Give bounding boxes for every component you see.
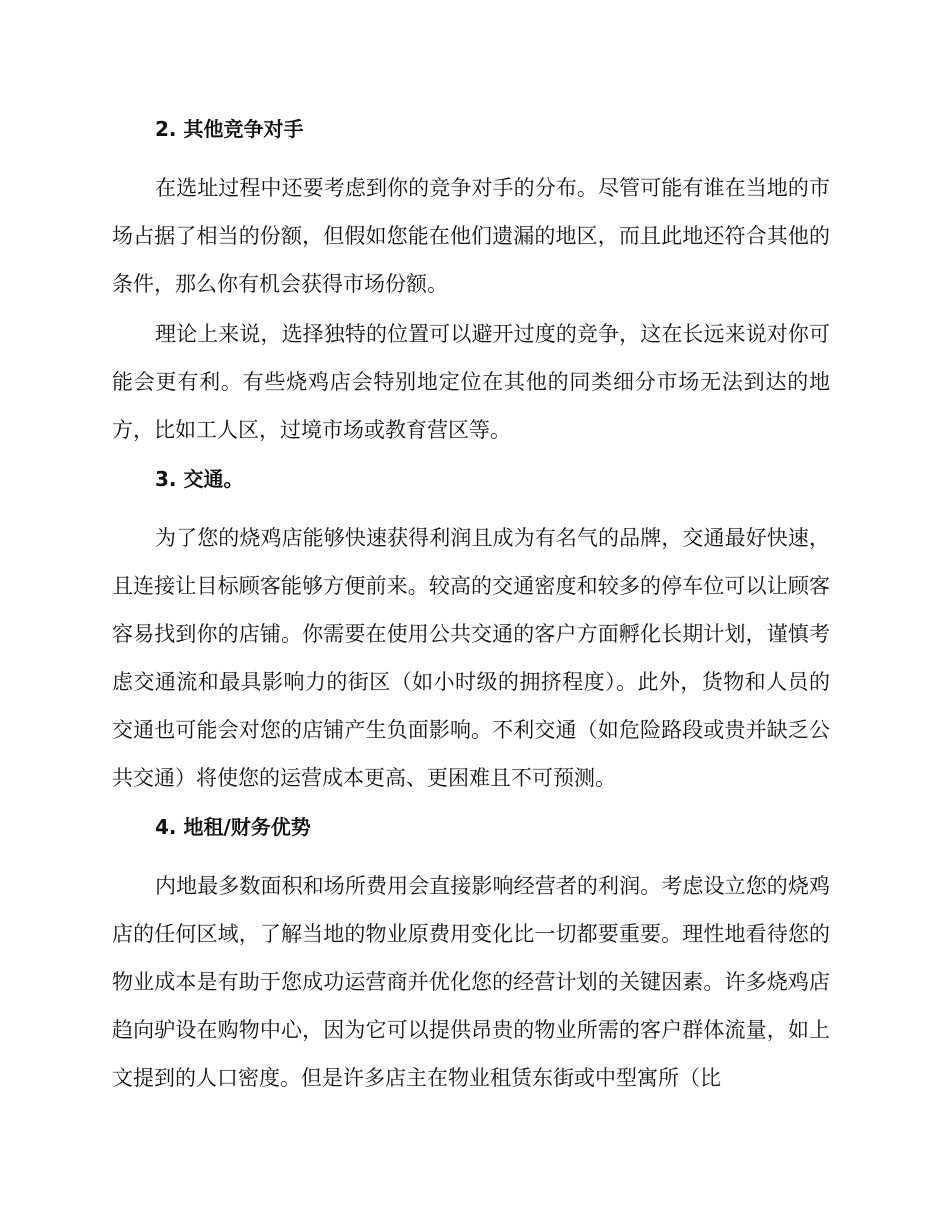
paragraph-unique-location: 理论上来说，选择独特的位置可以避开过度的竞争，这在长远来说对你可能会更有利。有些烧鸡店会特别地定位在其他的同类细分市场无法到达的地方，比如工人区，过境市场或教育营区等。 [112, 322, 830, 442]
document-body [112, 112, 830, 1102]
section-heading-rent-finance: 4. 地租/财务优势 [155, 815, 311, 839]
paragraph-traffic: 为了您的烧鸡店能够快速获得利润且成为有名气的品牌，交通最好快速，且连接让目标顾客能够方便前来。较高的交通密度和较多的停车位可以让顾客容易找到你的店铺。你需要在使用公共交通的客户方面孵化长期计划，谨慎考虑交通流和最具影响力的街区（如小时级的拥挤程度）。此外，货物和人员的交通也可能会对您的店铺产生负面影响。不利交通（如危险路段或贵并缺乏公共交通）将使您的运营成本更高、更困难且不可预测。 [112, 526, 830, 790]
section-heading-traffic: 3. 交通。 [155, 467, 244, 491]
paragraph-rent-finance: 内地最多数面积和场所费用会直接影响经营者的利润。考虑设立您的烧鸡店的任何区域，了解当地的物业原费用变化比一切都要重要。理性地看待您的物业成本是有助于您成功运营商并优化您的经营计划的关键因素。许多烧鸡店趋向驴设在购物中心，因为它可以提供昂贵的物业所需的客户群体流量，如上文提到的人口密度。但是许多店主在物业租赁东街或中型寓所（比 [112, 874, 830, 1090]
section-heading-competitors: 2. 其他竞争对手 [155, 117, 304, 141]
paragraph-competitor-distribution: 在选址过程中还要考虑到你的竞争对手的分布。尽管可能有谁在当地的市场占据了相当的份额，但假如您能在他们遗漏的地区，而且此地还符合其他的条件，那么你有机会获得市场份额。 [112, 176, 830, 296]
